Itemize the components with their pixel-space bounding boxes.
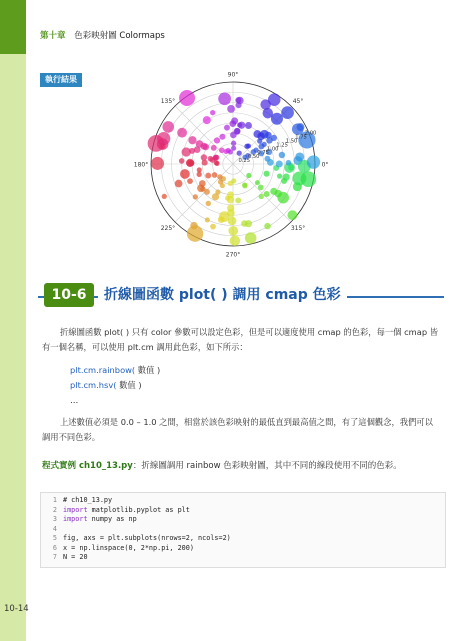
page-number: 10-14 (4, 604, 29, 614)
section-number: 10-6 (44, 283, 94, 307)
scatter-point (188, 136, 196, 144)
scatter-point (230, 235, 241, 246)
angle-tick-label: 135° (160, 97, 176, 105)
scatter-point (219, 134, 225, 140)
line-number: 2 (52, 505, 57, 514)
scatter-point (277, 192, 289, 204)
line-number: 1 (52, 496, 57, 504)
scatter-point (279, 152, 285, 158)
scatter-point (196, 140, 204, 148)
scatter-point (237, 151, 242, 156)
code-text: matplotlib.pyplot as plt (87, 505, 190, 514)
scatter-point (246, 173, 251, 178)
scatter-point (205, 173, 211, 179)
usage-hsv-fn: plt.cm.hsv( (70, 380, 117, 390)
code-line (43, 544, 231, 554)
polar-svg (128, 64, 338, 264)
scatter-point (276, 160, 283, 167)
side-color-bar-top (0, 0, 26, 54)
code-listing (40, 492, 446, 568)
usage-rainbow-fn: plt.cm.rainbow( (70, 365, 136, 375)
scatter-point (193, 194, 198, 199)
scatter-point (255, 180, 260, 185)
radial-tick-label: 1.25 (276, 142, 288, 149)
line-number: 4 (52, 524, 57, 533)
scatter-point (281, 178, 287, 184)
scatter-point (231, 178, 236, 183)
scatter-point (224, 149, 229, 154)
angle-tick-label: 225° (160, 225, 176, 233)
code-line (43, 525, 231, 535)
scatter-point (160, 143, 166, 149)
line-number: 3 (52, 515, 57, 523)
section-title: 折線圖函數 plot( ) 調用 cmap 色彩 (98, 285, 347, 305)
radial-tick-label: 1.75 (295, 134, 307, 141)
usage-hsv-arg: 數值 ) (116, 380, 142, 390)
usage-line-rainbow (70, 363, 160, 378)
angle-tick-label: 315° (290, 225, 306, 233)
code-text: x = np.linspace(0, 2*np.pi, 200) (63, 543, 194, 552)
paragraph-range-note: 上述數值必須是 0.0 – 1.0 之間，相當於該色彩映射的最低直到最高值之間，有了這個觀念，我們可以調用不同色彩。 (42, 417, 433, 442)
polar-scatter-plot (128, 64, 338, 264)
scatter-point (271, 113, 283, 125)
cmap-usage-example (70, 363, 160, 408)
code-text: fig, axs = plt.subplots(nrows=2, ncols=2) (63, 534, 231, 542)
scatter-point (210, 110, 215, 115)
scatter-point (201, 154, 207, 160)
scatter-point (227, 105, 235, 113)
scatter-point (214, 137, 220, 143)
scatter-point (307, 155, 320, 168)
program-example (42, 459, 440, 474)
line-number: 6 (52, 543, 57, 552)
scatter-point (271, 135, 277, 141)
scatter-point (197, 167, 202, 172)
scatter-point (267, 159, 274, 166)
scatter-point (259, 194, 264, 199)
scatter-point (210, 224, 216, 230)
scatter-point (296, 123, 304, 131)
scatter-point (225, 196, 230, 201)
scatter-point (264, 171, 270, 177)
scatter-point (212, 172, 218, 178)
scatter-point (151, 157, 164, 170)
scatter-point (245, 232, 257, 244)
code-line (43, 506, 231, 516)
scatter-point (220, 183, 225, 188)
scatter-point (205, 217, 210, 222)
angle-tick-label: 270° (225, 251, 241, 259)
usage-line-hsv (70, 378, 160, 393)
scatter-point (258, 185, 264, 191)
radial-tick-label: 0.50 (247, 154, 260, 161)
radial-tick-label: 2.00 (304, 130, 317, 137)
scatter-point (235, 197, 241, 203)
code-line (43, 553, 231, 563)
scatter-point (179, 90, 195, 106)
usage-line-ellipsis: … (70, 395, 79, 405)
code-line (43, 496, 231, 506)
code-text: N = 20 (63, 553, 88, 561)
scatter-point (214, 160, 219, 165)
scatter-point (212, 193, 219, 200)
scatter-point (175, 180, 183, 188)
scatter-point (241, 220, 248, 227)
line-number: 7 (52, 553, 57, 561)
scatter-point (180, 169, 190, 179)
scatter-point (245, 122, 252, 129)
scatter-point (211, 145, 217, 151)
scatter-point (204, 189, 210, 195)
code-text: # ch10_13.py (63, 496, 113, 504)
scatter-point (214, 155, 220, 161)
scatter-point (228, 149, 233, 154)
angle-tick-label: 45° (292, 97, 304, 105)
scatter-point (295, 152, 304, 161)
scatter-point (257, 138, 262, 143)
scatter-point (229, 120, 236, 127)
angle-tick-label: 0° (321, 161, 329, 169)
scatter-point (236, 97, 244, 105)
radial-tick-label: 0.75 (257, 150, 269, 157)
angle-tick-label: 90° (227, 71, 239, 79)
angle-tick-label: 180° (133, 161, 149, 169)
running-header (40, 29, 165, 41)
code-line (43, 515, 231, 525)
scatter-point (277, 174, 282, 179)
scatter-point (231, 141, 236, 146)
scatter-point (162, 194, 167, 199)
scatter-point (264, 191, 270, 197)
code-keyword: import (63, 505, 88, 514)
scatter-point (177, 128, 187, 138)
code-lines (43, 496, 231, 563)
code-keyword: import (63, 515, 88, 523)
chapter-label: 第十章 (40, 31, 66, 41)
example-label: 程式實例 ch10_13.py (42, 461, 133, 471)
scatter-point (162, 121, 174, 133)
scatter-point (242, 183, 247, 188)
scatter-point (253, 130, 261, 138)
scatter-point (244, 144, 249, 149)
scatter-point (292, 171, 306, 185)
scatter-point (179, 158, 185, 164)
result-tag: 執行結果 (40, 73, 82, 87)
scatter-point (203, 116, 211, 124)
radial-tick-label: 1.00 (266, 146, 279, 153)
code-text: numpy as np (87, 515, 137, 523)
scatter-point (260, 99, 270, 109)
scatter-point (281, 106, 294, 119)
scatter-point (227, 209, 235, 217)
scatter-point (230, 132, 237, 139)
scatter-point (264, 223, 271, 230)
scatter-point (228, 226, 238, 236)
code-line (43, 534, 231, 544)
scatter-point (286, 160, 292, 166)
paragraph-intro: 折線圖函數 plot( ) 只有 color 參數可以設定色彩，但是可以適度使用 cmap 的色彩，每一個 cmap 皆有一個名稱，可以使用 plt.cm 調用此色彩，如下所示： (42, 327, 439, 352)
usage-rainbow-arg: 數值 ) (135, 365, 161, 375)
scatter-point (157, 132, 170, 145)
example-description: ：折線圖調用 rainbow 色彩映射圖，其中不同的線段使用不同的色彩。 (132, 461, 402, 471)
scatter-point (218, 92, 231, 105)
scatter-point (224, 125, 230, 131)
radial-tick-label: 0.25 (238, 158, 251, 165)
scatter-point (186, 160, 193, 167)
scatter-point (287, 210, 297, 220)
chapter-title: 色彩映射圖 Colormaps (74, 31, 165, 41)
scatter-point (206, 201, 211, 206)
scatter-point (182, 147, 191, 156)
line-number: 5 (52, 534, 57, 542)
scatter-point (217, 174, 222, 179)
side-color-bar (0, 0, 26, 641)
scatter-point (237, 123, 242, 128)
scatter-point (208, 156, 214, 162)
scatter-point (187, 225, 203, 241)
scatter-point (199, 180, 206, 187)
radial-tick-label: 1.50 (285, 138, 298, 145)
scatter-point (187, 178, 193, 184)
